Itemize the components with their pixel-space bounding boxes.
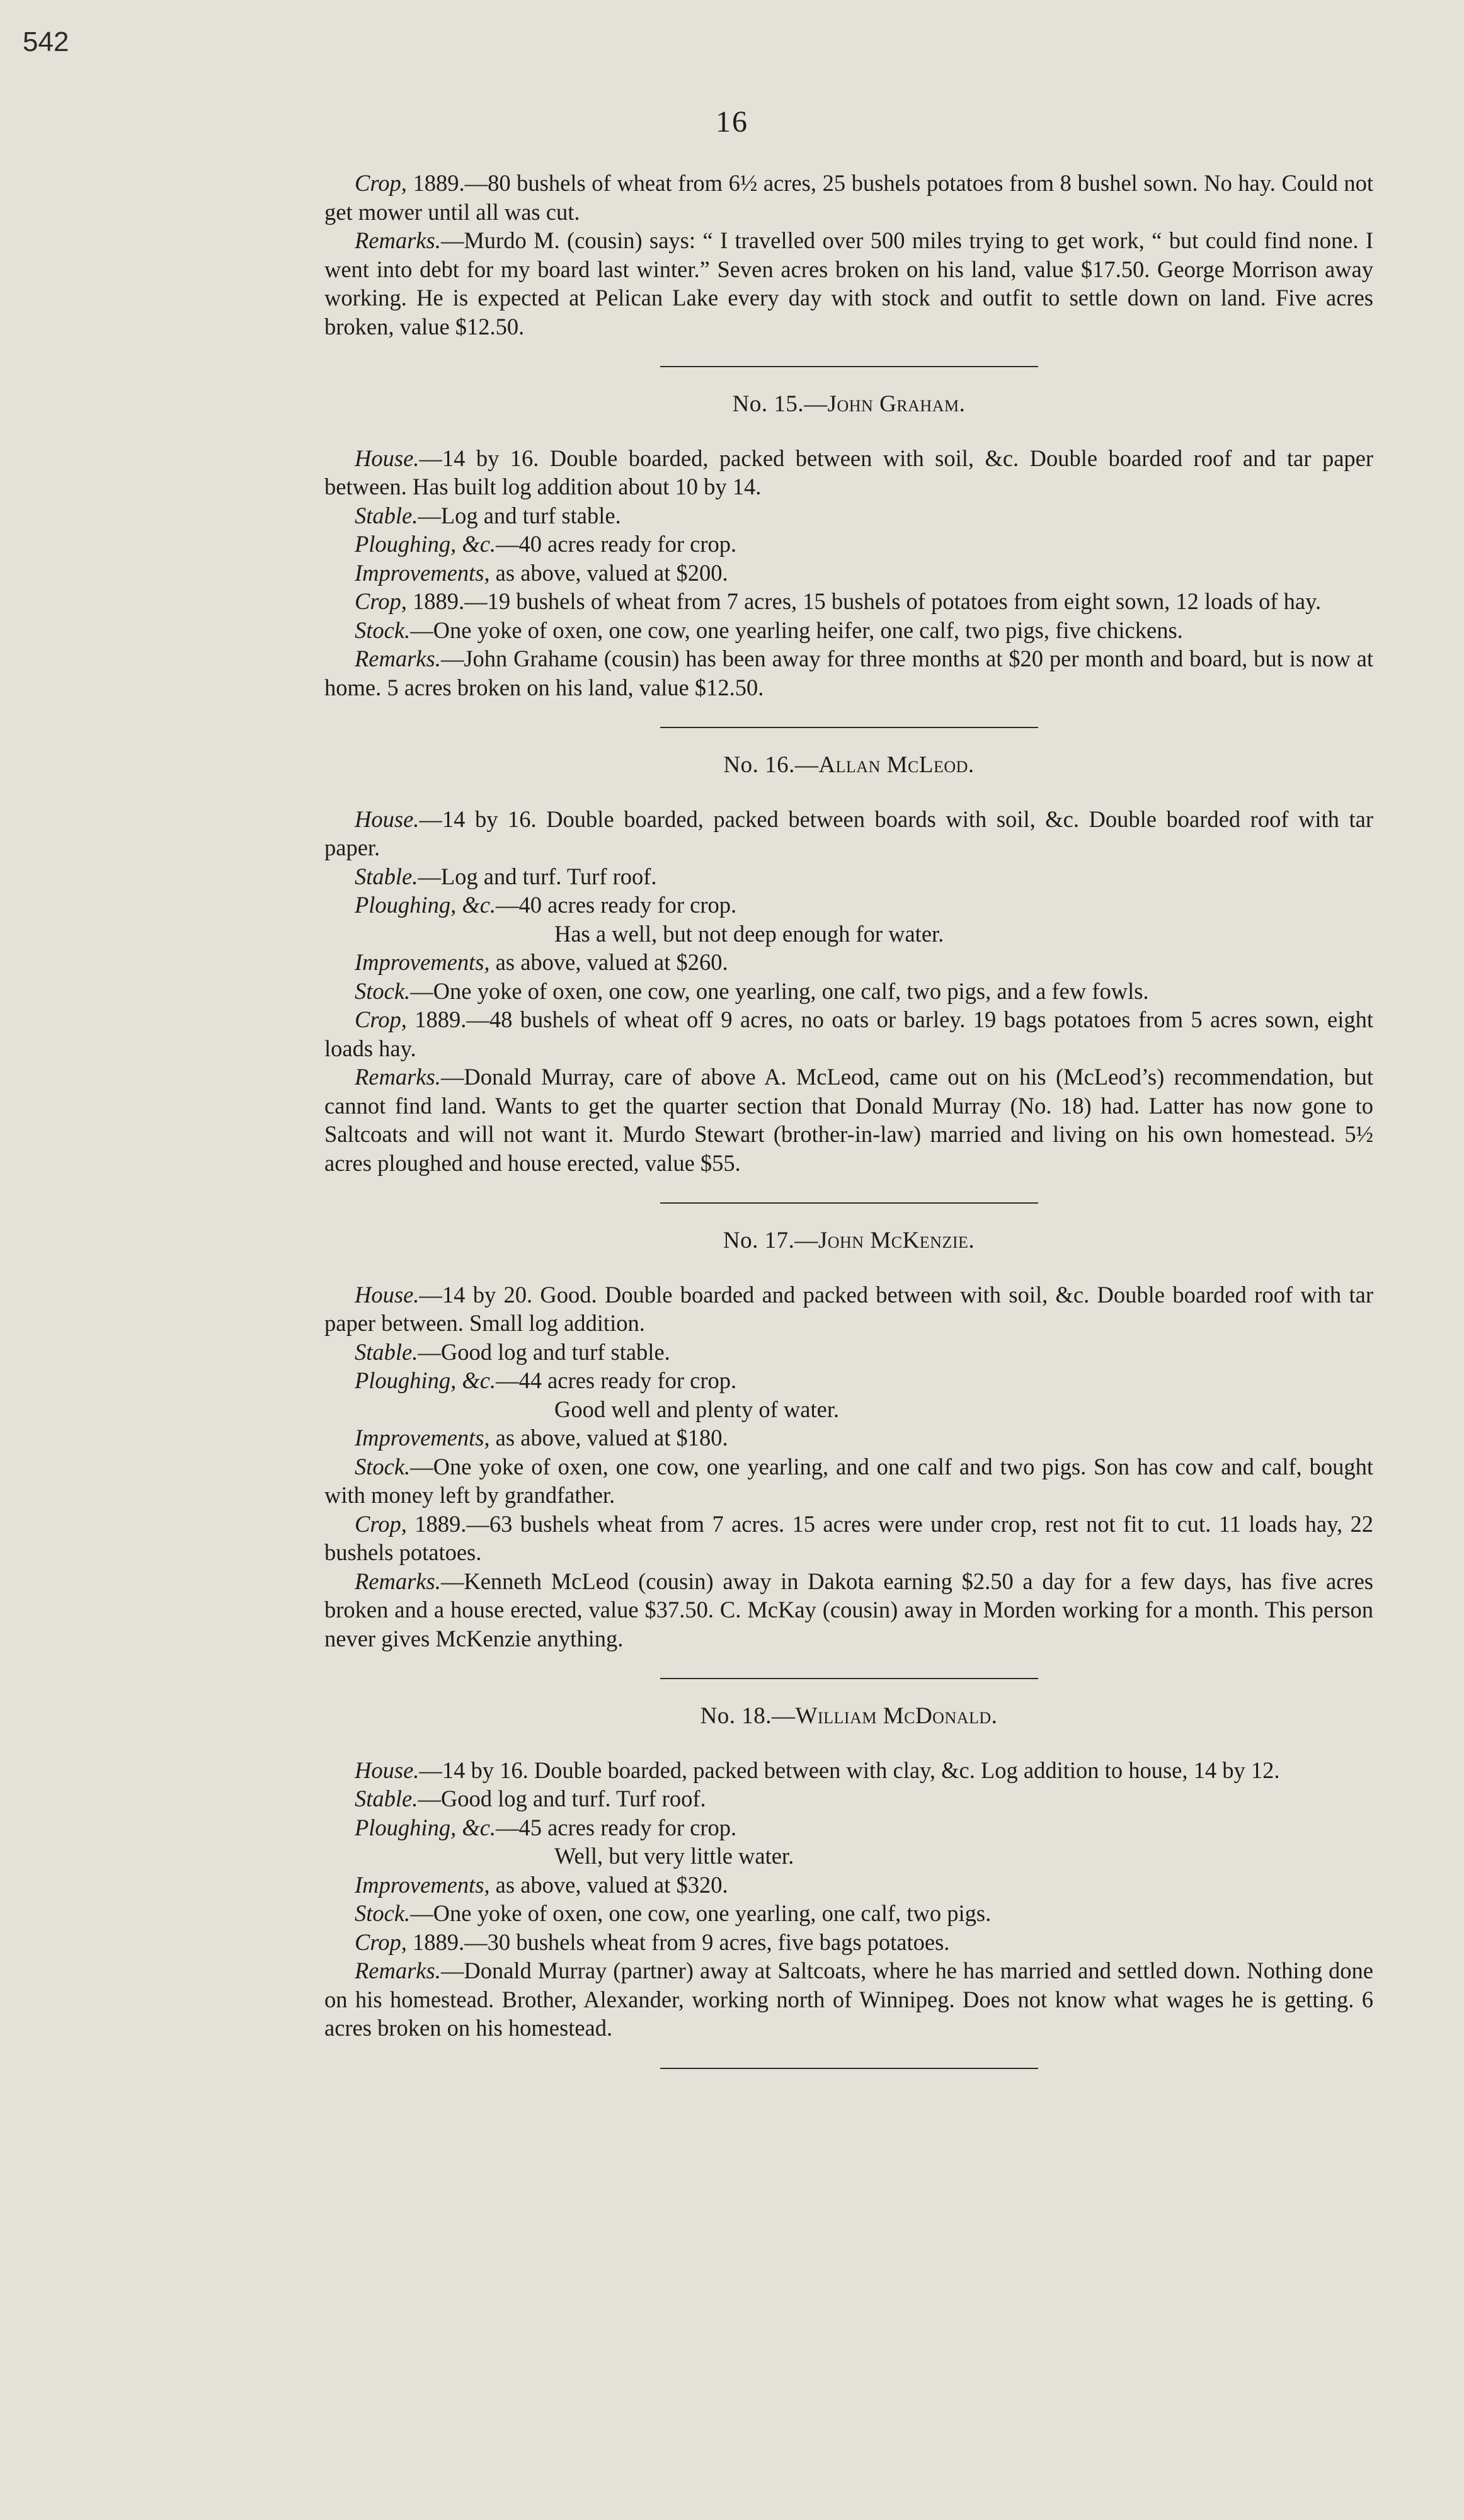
entry-text: —One yoke of oxen, one cow, one yearling, one calf, two pigs. <box>410 1900 992 1926</box>
entry-label: Stable. <box>355 1338 418 1365</box>
entry-paragraph <box>324 1871 1373 1900</box>
section-number: No. 16.— <box>723 752 819 778</box>
entry-text: as above, valued at $180. <box>489 1425 728 1451</box>
entry-label: Crop, <box>355 588 407 614</box>
entry-paragraph <box>324 948 1373 977</box>
entry-paragraph <box>324 1395 1373 1424</box>
entry-paragraph <box>324 1423 1373 1452</box>
sections-container <box>324 366 1373 2069</box>
entry-paragraph <box>324 1063 1373 1177</box>
entry-label: Crop, <box>355 1929 407 1955</box>
entry-label: Stable. <box>355 863 418 889</box>
entry-paragraph <box>324 559 1373 588</box>
entry-label: House. <box>355 806 420 832</box>
section-number: No. 18.— <box>700 1703 796 1729</box>
entry-paragraph <box>324 530 1373 559</box>
settler-name: John McKenzie. <box>818 1228 975 1253</box>
intro-crop-paragraph <box>324 169 1373 226</box>
section-number: No. 17.— <box>723 1228 818 1253</box>
entry-paragraph <box>324 1366 1373 1395</box>
entry-label: Ploughing, &c. <box>355 531 496 557</box>
entry-label: Improvements, <box>355 949 490 975</box>
entry-label: Ploughing, &c. <box>355 1814 496 1840</box>
entry-label: Stock. <box>355 1900 411 1926</box>
entry-paragraph <box>324 1842 1373 1871</box>
section-divider <box>660 2068 1038 2069</box>
entry-text: —Log and turf stable. <box>418 502 621 528</box>
entry-label: House. <box>355 1757 420 1783</box>
entry-paragraph <box>324 920 1373 949</box>
settler-section <box>324 1702 1373 2043</box>
section-divider <box>660 727 1038 728</box>
entry-paragraph <box>324 1956 1373 2043</box>
entry-label: Remarks. <box>355 1064 441 1090</box>
entry-text: —14 by 16. Double boarded, packed between boards with soil, &c. Double boarded roof with tar paper. <box>324 806 1373 860</box>
entry-text: 1889.—19 bushels of wheat from 7 acres, 15 bushels of potatoes from eight sown, 12 loads of hay. <box>406 588 1322 614</box>
entry-label: Stable. <box>355 1786 418 1811</box>
entry-text: —44 acres ready for crop. <box>496 1367 737 1393</box>
entry-label: Ploughing, &c. <box>355 1367 496 1393</box>
entry-label: Stock. <box>355 1453 411 1480</box>
entry-text: —14 by 20. Good. Double boarded and packed between with soil, &c. Double boarded roof with tar paper between. Small log addition. <box>324 1281 1373 1336</box>
entry-text: —40 acres ready for crop. <box>496 531 737 557</box>
settler-name: Allan McLeod. <box>818 752 975 778</box>
entry-text: —One yoke of oxen, one cow, one yearling heifer, one calf, two pigs, five chickens. <box>410 617 1183 643</box>
section-heading <box>324 1226 1373 1255</box>
entry-label: Crop, <box>355 1510 407 1537</box>
entry-label: Crop, <box>355 170 407 196</box>
section-divider <box>660 366 1038 367</box>
entry-text: 1889.—63 bushels wheat from 7 acres. 15 acres were under crop, rest not fit to cut. 11 loads hay, 22 bushels potatoes. <box>324 1510 1373 1565</box>
section-divider <box>660 1202 1038 1204</box>
entry-paragraph <box>324 977 1373 1006</box>
entry-label: Improvements, <box>355 1425 490 1451</box>
entry-paragraph <box>324 862 1373 891</box>
entry-text: 1889.—80 bushels of wheat from 6½ acres, 25 bushels potatoes from 8 bushel sown. No hay. Could not get mower until all was cut. <box>324 170 1373 225</box>
entry-text: —Log and turf. Turf roof. <box>418 863 657 889</box>
entry-paragraph <box>324 1452 1373 1510</box>
section-heading <box>324 751 1373 780</box>
settler-section <box>324 1226 1373 1653</box>
settler-name: William McDonald. <box>795 1703 998 1729</box>
entry-text: 1889.—30 bushels wheat from 9 acres, five bags potatoes. <box>406 1929 950 1955</box>
entry-paragraph <box>324 805 1373 862</box>
entry-paragraph <box>324 616 1373 645</box>
entry-label: Remarks. <box>355 1958 441 1983</box>
entry-paragraph <box>324 1899 1373 1928</box>
entry-label: Stable. <box>355 502 418 528</box>
entry-text: —14 by 16. Double boarded, packed between with soil, &c. Double boarded roof and tar paper between. Has built log addition about 10 by 14. <box>324 445 1373 499</box>
entry-text: as above, valued at $320. <box>489 1871 728 1898</box>
settler-name: John Graham. <box>827 391 966 417</box>
entry-text: Well, but very little water. <box>554 1843 794 1869</box>
entry-paragraph <box>324 644 1373 702</box>
entry-label: House. <box>355 1281 420 1308</box>
document-body <box>324 169 1373 2092</box>
settler-section <box>324 751 1373 1177</box>
entry-label: House. <box>355 445 420 471</box>
entry-paragraph <box>324 891 1373 920</box>
entry-text: —40 acres ready for crop. <box>496 892 737 918</box>
entry-text: 1889.—48 bushels of wheat off 9 acres, no oats or barley. 19 bags potatoes from 5 acres sown, eight loads hay. <box>324 1006 1373 1061</box>
intro-remarks-paragraph <box>324 226 1373 341</box>
entry-paragraph <box>324 1567 1373 1653</box>
entry-text: —One yoke of oxen, one cow, one yearling, one calf, two pigs, and a few fowls. <box>410 978 1149 1004</box>
entry-text: as above, valued at $200. <box>489 559 728 586</box>
entry-text: —45 acres ready for crop. <box>496 1814 737 1840</box>
entry-text: as above, valued at $260. <box>489 949 728 975</box>
entry-paragraph <box>324 1338 1373 1367</box>
section-number: No. 15.— <box>732 391 828 417</box>
entry-label: Remarks. <box>355 1568 441 1594</box>
entry-paragraph <box>324 1005 1373 1063</box>
scan-page-number: 542 <box>23 26 69 57</box>
entry-text: —Good log and turf. Turf roof. <box>418 1786 706 1811</box>
entry-paragraph <box>324 1280 1373 1338</box>
entry-label: Remarks. <box>355 227 441 253</box>
section-divider <box>660 1678 1038 1679</box>
entry-label: Improvements, <box>355 1871 490 1898</box>
entry-text: —Donald Murray, care of above A. McLeod, came out on his (McLeod’s) recommendation, but cannot find land. Wants to get the quarter section that Donald Murray (No. 18) had. Latter has now gone to Saltcoats and will not want it. Murdo Stewart (brother-in-law) married and living on his own homestead. 5½ acres ploughed and house erected, value $55. <box>324 1064 1373 1176</box>
entry-paragraph <box>324 1756 1373 1785</box>
entry-label: Improvements, <box>355 559 490 586</box>
entry-text: —Good log and turf stable. <box>418 1338 670 1365</box>
entry-paragraph <box>324 1813 1373 1842</box>
entry-text: Good well and plenty of water. <box>554 1396 840 1422</box>
entry-text: —14 by 16. Double boarded, packed between with clay, &c. Log addition to house, 14 by 12. <box>419 1757 1280 1783</box>
entry-paragraph <box>324 1784 1373 1813</box>
entry-paragraph <box>324 1928 1373 1957</box>
entry-label: Stock. <box>355 978 411 1004</box>
entry-paragraph <box>324 1510 1373 1567</box>
entry-label: Remarks. <box>355 646 441 671</box>
entry-text: —Kenneth McLeod (cousin) away in Dakota earning $2.50 a day for a few days, has five acres broken and a house erected, value $37.50. C. McKay (cousin) away in Morden working for a month. This person never gives McKenzie anything. <box>324 1568 1373 1651</box>
entry-text: —Murdo M. (cousin) says: “ I travelled over 500 miles trying to get work, “ but could find none. I went into debt for my board last winter.” Seven acres broken on his land, value $17.50. George Morrison away working. He is expected at Pelican Lake every day with stock and outfit to settle down on land. Five acres broken, value $12.50. <box>324 227 1373 339</box>
entry-text: —One yoke of oxen, one cow, one yearling, and one calf and two pigs. Son has cow and calf, bought with money left by grandfather. <box>324 1453 1373 1508</box>
entry-paragraph <box>324 444 1373 501</box>
settler-section <box>324 390 1373 702</box>
entry-paragraph <box>324 501 1373 530</box>
entry-label: Crop, <box>355 1006 407 1032</box>
entry-text: —Donald Murray (partner) away at Saltcoats, where he has married and settled down. Nothing done on his homestead. Brother, Alexander, working north of Winnipeg. Does not know what wages he is getting. 6 acres broken on his homestead. <box>324 1958 1373 2041</box>
entry-paragraph <box>324 587 1373 616</box>
page-number: 16 <box>716 105 748 139</box>
entry-text: Has a well, but not deep enough for water. <box>554 920 944 947</box>
section-heading <box>324 390 1373 419</box>
entry-text: —John Grahame (cousin) has been away for three months at $20 per month and board, but is now at home. 5 acres broken on his land, value $12.50. <box>324 646 1373 700</box>
entry-label: Ploughing, &c. <box>355 892 496 918</box>
section-heading <box>324 1702 1373 1731</box>
entry-label: Stock. <box>355 617 411 643</box>
